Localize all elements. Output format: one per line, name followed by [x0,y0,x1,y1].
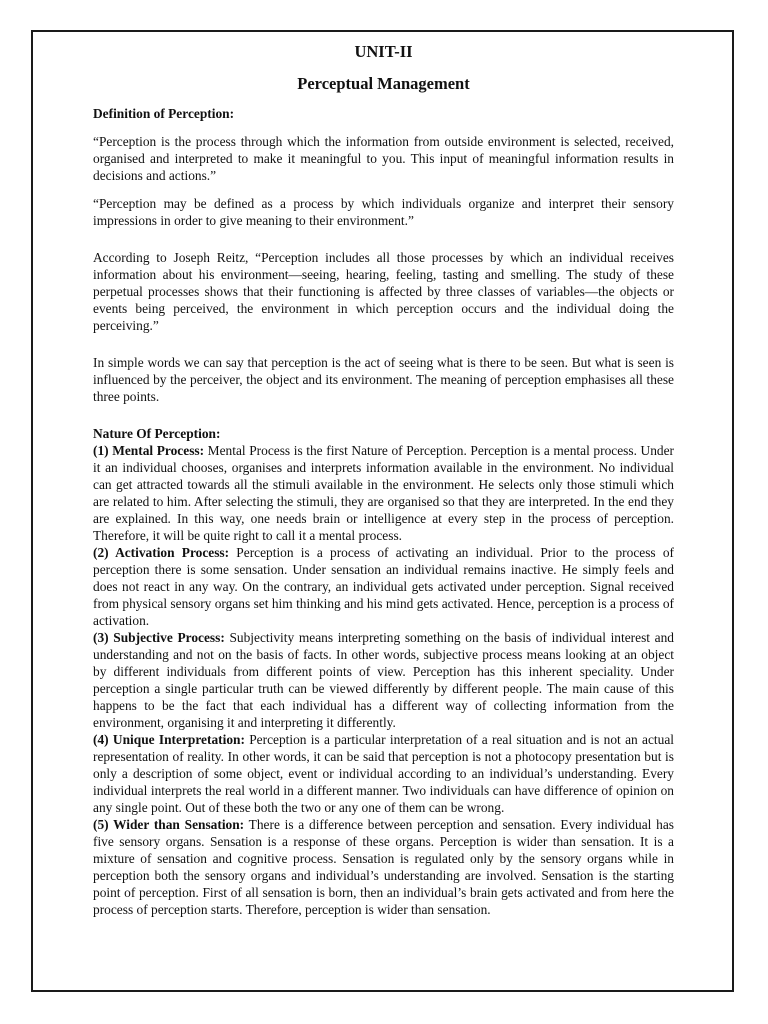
definition-paragraph: “Perception is the process through which the information from outside environment is selected, received, organised and interpreted to make it meaningful to you. This input of meaningful information results in decisions and actions.” [93,134,674,183]
document-body [93,42,674,918]
definition-heading: Definition of Perception: [93,106,235,121]
definition-paragraph: “Perception may be defined as a process by which individuals organize and interpret their sensory impressions in order to give meaning to their environment.” [93,196,674,228]
unit-title: UNIT-II [354,42,413,61]
reitz-paragraph: According to Joseph Reitz, “Perception includes all those processes by which an individual receives information about his environment—seeing, hearing, feeling, tasting and smelling. The study of these perpetual processes shows that their functioning is affected by three classes of variables—the objects or events being perceived, the environment in which perception occurs and the individual doing the perceiving.” [93,250,674,333]
nature-item-mental-process [93,442,674,544]
nature-item-text: Perception is a process of activating an individual. Prior to the process of perception there is some sensation. Under sensation an individual remains inactive. He simply feels and does not react in any way. On the contrary, an individual gets activated under perception. Signal received from physical sensory organs set him thinking and his mind gets activated. Hence, perception is a process of activation. [93,545,674,628]
nature-item-title: (5) Wider than Sensation: [93,817,245,832]
summary-paragraph: In simple words we can say that perception is the act of seeing what is there to be seen. But what is seen is influenced by the perceiver, the object and its environment. The meaning of perception emphasises all these three points. [93,355,674,404]
nature-item-text: Mental Process is the first Nature of Perception. Perception is a mental process. Under it an individual chooses, organises and interprets information available in the environment. No individual can get attracted towards all the stimuli available in the environment. He selects only those stimuli which are related to him. After selecting the stimuli, they are organised so that they are interpreted. In the end they are explained. In this way, one needs brain or intelligence at every step in the process of perception. Therefore, it will be quite right to call it a mental process. [93,443,674,543]
nature-item-title: (2) Activation Process: [93,545,230,560]
nature-item-text: There is a difference between perception and sensation. Every individual has five sensory organs. Sensation is a response of these organs. Perception is wider than sensation. It is a mixture of sensation and cognitive process. Sensation is regulated only by the sensory organs while in perception both the sensory organs and individual’s understanding are involved. Sensation is the starting point of perception. First of all sensation is born, then an individual’s brain gets activated and from here the process of perception starts. Therefore, perception is wider than sensation. [93,817,675,917]
nature-item-text: Subjectivity means interpreting something on the basis of individual interest and understanding and not on the basis of facts. In other words, subjective process means looking at an object by different individuals from different points of view. Perception has this inherent speciality. Under perception a single particular truth can be viewed differently by different people. The main cause of this happens to be the fact that each individual has a different way of collecting information from the environment, organising it and interpreting it differently. [93,630,674,730]
nature-item-activation-process [93,544,674,629]
nature-heading: Nature Of Perception: [93,426,221,441]
nature-item-subjective-process [93,629,674,731]
nature-item-title: (4) Unique Interpretation: [93,732,245,747]
nature-item-title: (1) Mental Process: [93,443,205,458]
nature-item-unique-interpretation [93,731,674,816]
nature-item-text: Perception is a particular interpretation of a real situation and is not an actual representation of reality. In other words, it can be said that perception is not a photocopy presentation but is only a description of some object, event or individual according to an individual’s understanding. Every individual interprets the real world in a different manner. Two individuals can have difference of opinion on any single point. Out of these both the two or any one of them can be wrong. [93,732,674,815]
nature-item-title: (3) Subjective Process: [93,630,225,645]
page-title: Perceptual Management [297,74,470,93]
nature-item-wider-than-sensation [93,816,674,918]
